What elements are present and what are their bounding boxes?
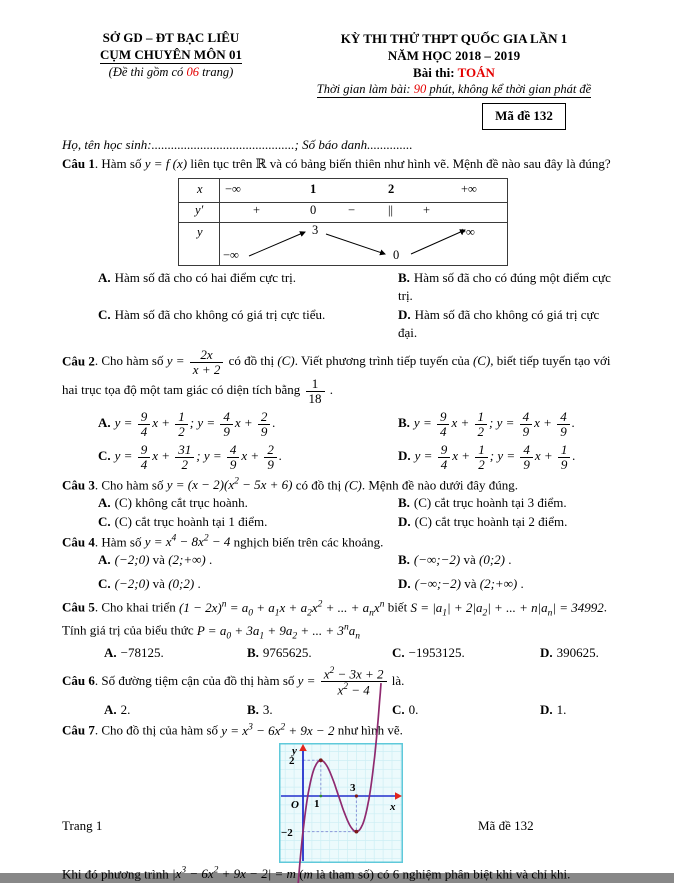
question-3 bbox=[62, 476, 614, 494]
footer-exam-code: Mã đề 132 bbox=[478, 818, 534, 833]
cubic-graph-svg bbox=[279, 743, 403, 863]
option-c: C. (−2;0) và (0;2) . bbox=[98, 575, 201, 591]
footer-page-number: Trang 1 bbox=[62, 818, 103, 833]
question-6 bbox=[62, 666, 614, 698]
exam-code: Mã đề 132 bbox=[495, 108, 553, 124]
option-d: D. (C) cắt trục hoành tại 2 điểm. bbox=[398, 513, 568, 529]
option-d: D. (−∞;−2) và (2;+∞) . bbox=[398, 575, 524, 591]
question-1 bbox=[62, 155, 614, 173]
bbt-x-label: x bbox=[197, 181, 203, 196]
question-4-options bbox=[62, 551, 614, 593]
option-b: B. 9765625. bbox=[247, 644, 312, 660]
department-name: SỞ GD – ĐT BẠC LIÊU bbox=[102, 30, 240, 45]
option-b: B. 3. bbox=[247, 701, 273, 717]
question-5 bbox=[62, 597, 614, 643]
pages-note: (Đề thi gồm có 06 trang) bbox=[108, 64, 234, 79]
question-2 bbox=[62, 348, 614, 406]
option-a: A. y = $\frac{9}{4}$ x + $\frac{1}{2}$ ; y = $\frac{4}{9}$ x + $\frac{2}{9}$ . bbox=[98, 408, 276, 439]
option-a: A. Hàm số đã cho có hai điểm cực trị. bbox=[98, 269, 297, 285]
option-a: A. (C) không cắt trục hoành. bbox=[98, 495, 248, 511]
tick-1: 1 bbox=[314, 797, 320, 810]
option-c: C. Hàm số đã cho không có giá trị cực tiểu. bbox=[98, 306, 326, 322]
question-4 bbox=[62, 533, 614, 551]
header bbox=[62, 30, 614, 98]
bbt-x-val: 1 bbox=[310, 181, 317, 196]
bbt-x-val: −∞ bbox=[225, 181, 241, 196]
header-left bbox=[62, 30, 280, 98]
subject-line: Bài thi: TOÁN bbox=[413, 65, 495, 81]
option-c: C. (C) cắt trục hoành tại 1 điểm. bbox=[98, 513, 268, 529]
x-axis-label: x bbox=[390, 800, 396, 813]
tick-neg2: −2 bbox=[281, 826, 293, 839]
question-2-options bbox=[62, 410, 614, 472]
bbt-sign: || bbox=[388, 202, 394, 217]
option-a: A. 2. bbox=[104, 701, 131, 717]
bbt-sign: − bbox=[348, 202, 356, 217]
exam-title: KỲ THI THỬ THPT QUỐC GIA LẦN 1 bbox=[340, 31, 568, 46]
option-d: D. 390625. bbox=[540, 644, 599, 660]
option-c: C. 0. bbox=[392, 701, 419, 717]
bbt-yprime-label: y′ bbox=[195, 202, 204, 217]
question-3-label: Câu 3 bbox=[62, 477, 95, 493]
question-5-options bbox=[62, 644, 614, 662]
question-7-text: . Cho đồ thị của hàm số $y = x^3 - 6x^2 + 9x - 2$ như hình vẽ. bbox=[94, 722, 403, 738]
bbt-y-label: y bbox=[197, 224, 203, 239]
question-7 bbox=[62, 721, 614, 739]
axis-point-1 bbox=[319, 794, 322, 797]
unit-name: CỤM CHUYÊN MÔN 01 bbox=[100, 46, 242, 62]
question-6-options bbox=[62, 701, 614, 719]
bbt-sign: + bbox=[253, 202, 261, 217]
cubic-graph bbox=[279, 743, 403, 863]
option-c: C. y = $\frac{9}{4}$ x + $\frac{31}{2}$ ; y = $\frac{4}{9}$ x + $\frac{2}{9}$ . bbox=[98, 441, 283, 472]
bbt-x-val: 2 bbox=[388, 181, 395, 196]
option-c: C. −1953125. bbox=[392, 644, 465, 660]
question-5-text: . Cho khai triển $(1 - 2x)^n = a_0 + a_1x + a_2x^2$ + ... + $a_nx^n$ biết $S = |a_1| + 2|a_2|$ + ... + $n|a_n| = 34992$. Tính giá trị của biểu thức $P = a_0 + 3a_1 + 9a_2$ + ... + $3^na_n$ bbox=[62, 599, 608, 642]
local-max-point bbox=[319, 758, 323, 762]
time-line: Thời gian làm bài: 90 phút, không kể thời gian phát đề bbox=[316, 82, 592, 97]
option-b: B. (C) cắt trục hoành tại 3 điểm. bbox=[398, 495, 567, 511]
option-a: A. (−2;0) và (2;+∞) . bbox=[98, 552, 213, 568]
question-6-text: . Số đường tiệm cận của đồ thị hàm số y = $\frac{x^2 - 3x + 2}{x^2 - 4}$ là. bbox=[94, 666, 405, 698]
bbt-y-trough: 0 bbox=[393, 247, 400, 262]
question-1-text: . Hàm số y = f (x) liên tục trên ℝ và có bảng biến thiên như hình vẽ. Mệnh đề nào sau đây là đúng? bbox=[94, 155, 611, 171]
option-a: A. −78125. bbox=[104, 644, 164, 660]
tick-2: 2 bbox=[289, 754, 295, 767]
origin-label: O bbox=[291, 798, 299, 811]
question-5-label: Câu 5 bbox=[62, 599, 95, 615]
option-b: B. Hàm số đã cho có đúng một điểm cực trị. bbox=[398, 269, 611, 304]
tick-3: 3 bbox=[350, 781, 356, 794]
question-1-options bbox=[62, 269, 614, 343]
question-4-text: . Hàm số $y = x^4 - 8x^2 - 4$ nghịch biến trên các khoảng. bbox=[94, 534, 384, 550]
bbt-arrows bbox=[179, 222, 507, 265]
bbt-sign: 0 bbox=[310, 202, 317, 217]
option-d: D. 1. bbox=[540, 701, 567, 717]
exam-code-box bbox=[482, 103, 566, 130]
bbt-y-peak: 3 bbox=[312, 222, 319, 237]
question-3-text: . Cho hàm số $y = (x - 2)(x^2 - 5x + 6)$ có đồ thị (C). Mệnh đề nào dưới đây đúng. bbox=[94, 476, 519, 493]
student-info-line: Họ, tên học sinh:............................................; Số báo danh.............. bbox=[62, 136, 413, 152]
question-7-label: Câu 7 bbox=[62, 722, 95, 738]
bbt-x-val: +∞ bbox=[461, 181, 477, 196]
bbt-sign: + bbox=[423, 202, 431, 217]
y-axis-label: y bbox=[292, 744, 297, 757]
option-b: B. y = $\frac{9}{4}$ x + $\frac{1}{2}$ ; y = $\frac{4}{9}$ x + $\frac{4}{9}$ . bbox=[398, 408, 575, 439]
option-d: D. y = $\frac{9}{4}$ x + $\frac{1}{2}$ ; y = $\frac{4}{9}$ x + $\frac{1}{9}$ . bbox=[398, 441, 576, 472]
bbt-y-start: −∞ bbox=[223, 247, 239, 262]
question-6-label: Câu 6 bbox=[62, 672, 95, 688]
local-min-point bbox=[355, 829, 359, 833]
table-divider bbox=[179, 202, 507, 203]
question-7-conclusion: Khi đó phương trình $|x^3 - 6x^2 + 9x - 2| = m$ (m là tham số) có 6 nghiệm phân biệt khi và chỉ khi. bbox=[62, 865, 571, 881]
question-1-label: Câu 1 bbox=[62, 155, 95, 171]
question-3-options bbox=[62, 494, 614, 531]
axis-point-3 bbox=[355, 794, 358, 797]
option-b: B. (−∞;−2) và (0;2) . bbox=[398, 552, 512, 568]
question-2-label: Câu 2 bbox=[62, 353, 95, 369]
question-4-label: Câu 4 bbox=[62, 534, 95, 550]
bbt-y-end: +∞ bbox=[459, 224, 475, 239]
question-2-text: . Cho hàm số y = $\frac{2x}{x + 2}$ có đồ thị (C). Viết phương trình tiếp tuyến của (C), biết tiếp tuyến tạo với hai trục tọa độ một tam giác có diện tích bằng $\frac{1}{18}$ . bbox=[62, 346, 611, 406]
variation-table bbox=[178, 178, 508, 266]
option-d: D. Hàm số đã cho không có giá trị cực đại. bbox=[398, 306, 600, 341]
school-year: NĂM HỌC 2018 – 2019 bbox=[387, 48, 521, 64]
header-right bbox=[294, 30, 614, 98]
